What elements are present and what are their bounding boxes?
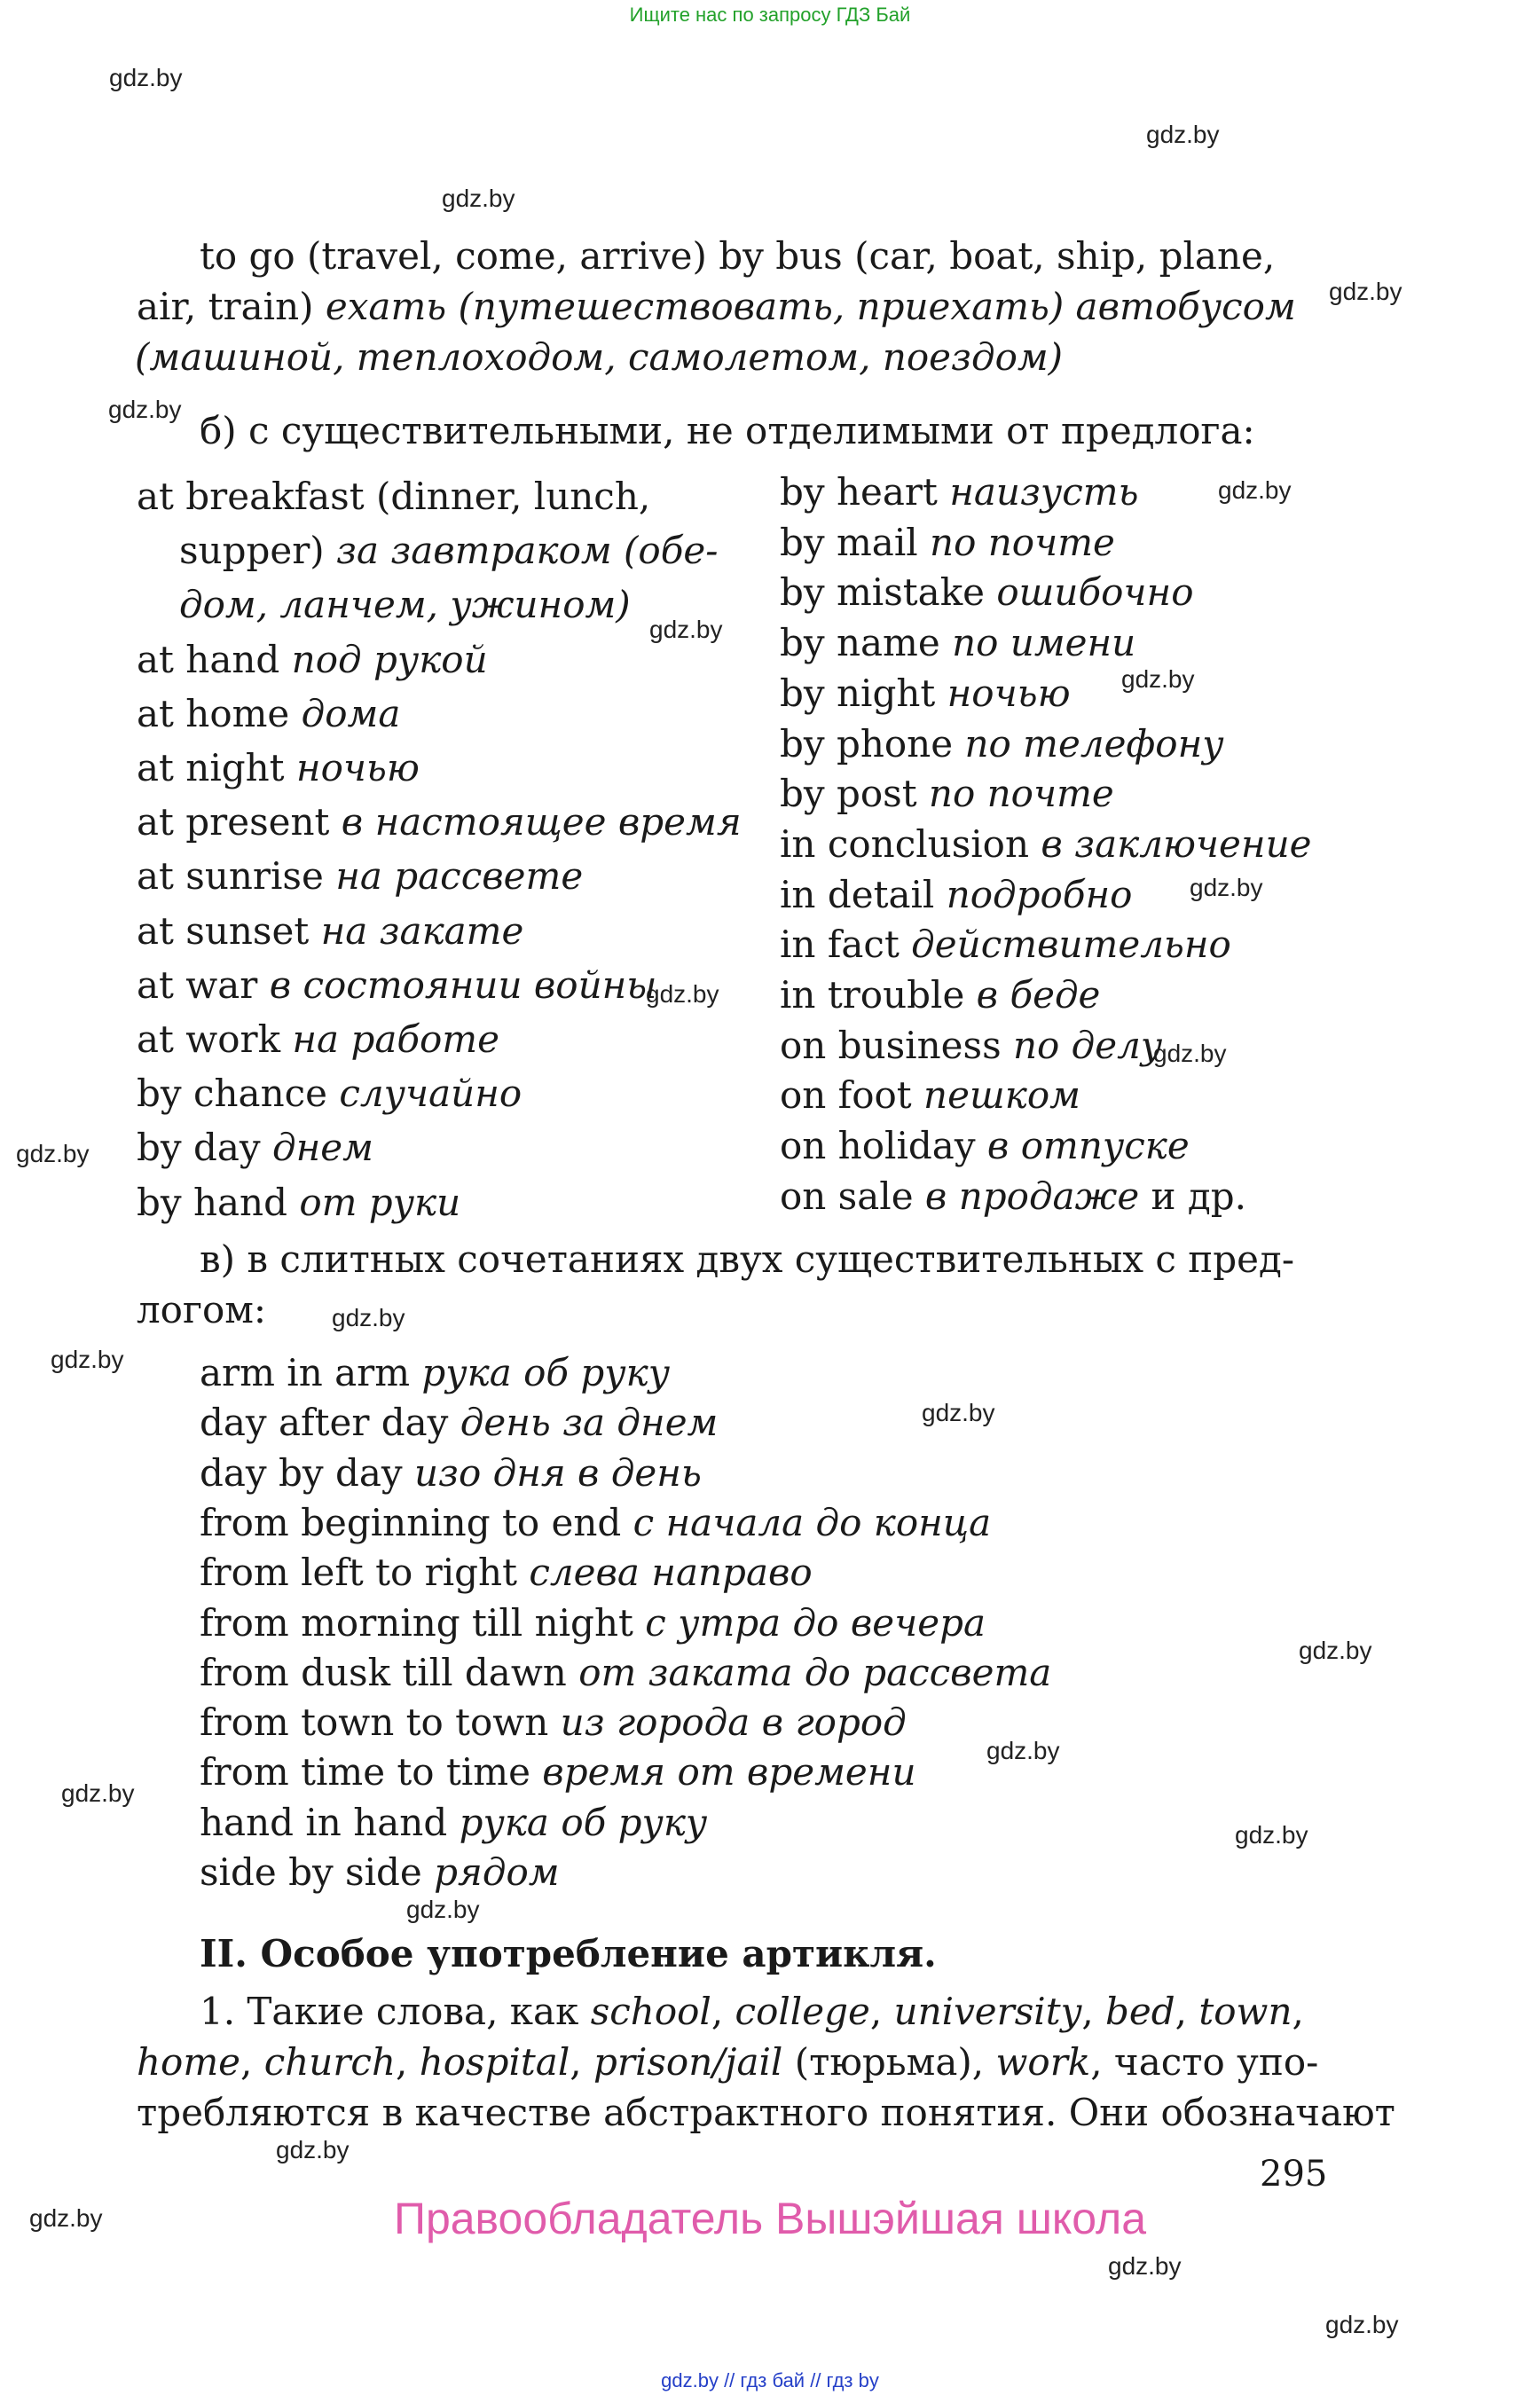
watermark: gdz.by (406, 1896, 480, 1923)
list-item (780, 1021, 1162, 1071)
term-ru: на работе (292, 1017, 499, 1061)
term-en: in trouble (780, 973, 977, 1017)
watermark: gdz.by (649, 616, 723, 643)
text: 1. Такие слова, как (200, 1990, 591, 2033)
term: church (263, 2040, 397, 2084)
term-ru: действительно (911, 923, 1231, 967)
watermark: gdz.by (1299, 1637, 1372, 1664)
term-ru: по почте (930, 520, 1115, 564)
term: university (893, 1990, 1082, 2033)
list-item (137, 1015, 499, 1064)
watermark: gdz.by (1235, 1821, 1308, 1849)
text: (тюрьма), (782, 2040, 996, 2084)
section-b-heading: б) с существительными, не отделимыми от предлога: (200, 409, 1255, 452)
section-ii-line (200, 1987, 1304, 2037)
term-en: from town to town (200, 1700, 561, 1745)
term-en: at sunrise (137, 854, 336, 899)
intro-line-1: to go (travel, come, arrive) by bus (car, boat, ship, plane, (200, 234, 1276, 278)
term: college (735, 1990, 870, 2033)
list-item (200, 1747, 916, 1797)
watermark: gdz.by (442, 185, 515, 212)
term-ru: на рассвете (335, 854, 584, 899)
term-en: hand in hand (200, 1800, 460, 1844)
term-en: supper) (179, 529, 337, 573)
list-item (780, 769, 1114, 819)
watermark: gdz.by (1325, 2311, 1399, 2338)
intro-line (137, 282, 1296, 332)
term-ru: изо дня в день (413, 1450, 702, 1495)
term-ru: в отпуске (986, 1124, 1190, 1168)
term-en: by mail (780, 520, 931, 564)
term: work (995, 2040, 1091, 2084)
term-en: in detail (780, 872, 947, 916)
term-tail: и др. (1139, 1174, 1246, 1218)
term: prison/jail (593, 2040, 783, 2084)
list-item (200, 1598, 986, 1648)
term-ru: наизусть (949, 470, 1139, 514)
term-ru: рука об руку (421, 1351, 671, 1394)
watermark: gdz.by (108, 396, 182, 423)
rights-holder: Правообладатель Вышэйшая школа (394, 2194, 1146, 2243)
term-en: on business (780, 1023, 1013, 1067)
list-item (780, 920, 1231, 970)
watermark: gdz.by (332, 1304, 405, 1331)
term-ru: в заключение (1041, 821, 1312, 866)
term-en: side by side (200, 1850, 435, 1894)
list-item (179, 526, 718, 576)
list-item (780, 1071, 1080, 1120)
term-ru: день за днем (460, 1401, 719, 1445)
list-item (200, 1548, 813, 1598)
intro-line (200, 232, 1275, 281)
term-en: day after day (200, 1401, 460, 1445)
term-ru: подробно (946, 872, 1133, 916)
term-ru: рука об руку (459, 1800, 708, 1844)
watermark: gdz.by (986, 1737, 1060, 1764)
term-ru: по имени (952, 621, 1136, 665)
term-ru: пешком (923, 1073, 1080, 1118)
sep: , (1081, 1990, 1106, 2033)
sep: , (1292, 1990, 1304, 2033)
watermark: gdz.by (1153, 1040, 1227, 1067)
list-item (780, 669, 1071, 719)
watermark: gdz.by (1329, 278, 1402, 305)
intro-line-2-ru: ехать (путешествовать, приехать) автобусом (325, 285, 1296, 328)
list-item (780, 870, 1132, 920)
list-item (137, 1123, 373, 1173)
term-en: day by day (200, 1450, 414, 1495)
watermark: gdz.by (29, 2204, 103, 2232)
term-ru: ночью (947, 671, 1071, 715)
list-item (200, 1848, 560, 1897)
term: hospital (419, 2040, 570, 2084)
watermark: gdz.by (1146, 121, 1220, 148)
section-v-heading: в) в слитных сочетаниях двух существительных с пред- (200, 1237, 1295, 1281)
term-en: by heart (780, 470, 950, 514)
sep: , (570, 2040, 593, 2084)
list-item (137, 907, 523, 956)
list-item (200, 1498, 991, 1548)
list-item (780, 719, 1224, 769)
list-item (780, 518, 1115, 568)
term-en: at hand (137, 637, 292, 681)
sep: , (869, 1990, 894, 2033)
term-en: from dusk till dawn (200, 1650, 579, 1694)
text: , часто упо- (1090, 2040, 1319, 2084)
sep: , (711, 1990, 735, 2033)
section-v-heading: логом: (137, 1288, 267, 1331)
term-ru: в настоящее время (341, 800, 742, 844)
term-en: by chance (137, 1072, 340, 1116)
term-ru: с утра до вечера (645, 1600, 986, 1645)
list-item (137, 1069, 522, 1119)
sep: , (396, 2040, 420, 2084)
term-ru: по делу (1012, 1023, 1163, 1067)
watermark: gdz.by (276, 2136, 350, 2163)
watermark: gdz.by (646, 980, 719, 1008)
term: town (1198, 1990, 1292, 2033)
list-item (137, 797, 742, 847)
term-en: at home (137, 691, 302, 735)
term-ru: от заката до рассвета (578, 1650, 1052, 1694)
term-ru: ночью (295, 746, 420, 789)
list-item (137, 743, 420, 793)
list-item (137, 635, 488, 685)
term-en: at war (137, 962, 270, 1007)
term: school (590, 1990, 711, 2033)
term-ru: рядом (434, 1850, 560, 1894)
term-en: from morning till night (200, 1600, 646, 1645)
intro-line: (машиной, теплоходом, самолетом, поездом) (135, 335, 1064, 379)
term: home (137, 2040, 241, 2084)
list-item (200, 1449, 702, 1498)
list-item (780, 467, 1138, 517)
term-en: at breakfast (dinner, lunch, (137, 475, 651, 518)
list-item (200, 1648, 1051, 1698)
sep: , (240, 2040, 264, 2084)
term-en: at present (137, 800, 342, 844)
watermark: gdz.by (51, 1346, 124, 1373)
term-en: by hand (137, 1180, 300, 1224)
term-en: on foot (780, 1073, 924, 1118)
watermark: gdz.by (1108, 2252, 1182, 2280)
intro-line-2-en: air, train) (137, 285, 326, 328)
list-item (179, 580, 631, 630)
list-item (200, 1798, 707, 1848)
term-ru: в продаже (924, 1174, 1140, 1218)
term-ru: по почте (928, 772, 1114, 816)
term-ru: на закате (320, 908, 524, 953)
term-ru: время от времени (542, 1750, 916, 1794)
term-ru: из города в город (560, 1700, 907, 1745)
list-item (200, 1698, 907, 1747)
term-en: by day (137, 1126, 272, 1170)
term-ru: слева направо (529, 1551, 813, 1595)
list-item (780, 568, 1193, 617)
list-item (137, 852, 583, 901)
term-en: in conclusion (780, 821, 1041, 866)
list-item (780, 1121, 1190, 1171)
term-ru: за завтраком (обе- (336, 529, 719, 573)
watermark: gdz.by (922, 1399, 995, 1426)
watermark: gdz.by (1190, 874, 1263, 901)
term-ru: в беде (976, 973, 1101, 1017)
term-en: by mistake (780, 570, 997, 615)
term-ru: дома (301, 691, 401, 735)
watermark: gdz.by (1218, 476, 1292, 504)
term-ru: с начала до конца (632, 1500, 992, 1544)
term-ru: от руки (299, 1180, 461, 1224)
section-ii-title: II. Особое употребление артикля. (200, 1932, 937, 1975)
list-item (137, 961, 657, 1010)
term-en: at night (137, 746, 296, 789)
watermark: gdz.by (16, 1140, 90, 1167)
term-ru: в состоянии войны (269, 962, 657, 1007)
footer-links[interactable]: gdz.by // гдз бай // гдз by (661, 2369, 879, 2391)
term-en: on holiday (780, 1124, 987, 1168)
term-ru: ошибочно (996, 570, 1194, 615)
term-ru: по телефону (964, 721, 1224, 766)
term-en: in fact (780, 923, 912, 967)
term-en: on sale (780, 1174, 925, 1218)
list-item (137, 472, 650, 522)
term-en: from left to right (200, 1551, 530, 1595)
page-number: 295 (1260, 2154, 1328, 2195)
list-item (780, 1172, 1246, 1221)
term-en: arm in arm (200, 1351, 422, 1394)
list-item (200, 1398, 718, 1448)
term-ru: под рукой (291, 637, 488, 681)
list-item (780, 820, 1311, 869)
term-ru: случайно (339, 1072, 522, 1116)
term-en: by name (780, 621, 953, 665)
section-ii-line (137, 2038, 1318, 2087)
term-ru: дом, ланчем, ужином) (179, 583, 631, 627)
watermark: gdz.by (109, 64, 183, 91)
term-en: from time to time (200, 1750, 543, 1794)
term-en: by phone (780, 721, 965, 766)
section-ii-line: требляются в качестве абстрактного понятия. Они обозначают (137, 2091, 1395, 2134)
top-banner: Ищите нас по запросу ГДЗ Бай (629, 4, 911, 26)
watermark: gdz.by (1121, 665, 1195, 693)
term-en: by post (780, 772, 929, 816)
term-ru: днем (271, 1126, 373, 1170)
term-en: at work (137, 1017, 293, 1061)
term-en: at sunset (137, 908, 321, 953)
watermark: gdz.by (61, 1779, 135, 1807)
term-en: by night (780, 671, 947, 715)
list-item (780, 618, 1135, 668)
term-en: from beginning to end (200, 1500, 633, 1544)
term: bed (1105, 1990, 1175, 2033)
list-item (137, 1178, 460, 1228)
list-item (780, 970, 1100, 1020)
list-item (137, 689, 400, 739)
sep: , (1175, 1990, 1199, 2033)
list-item (200, 1348, 670, 1398)
